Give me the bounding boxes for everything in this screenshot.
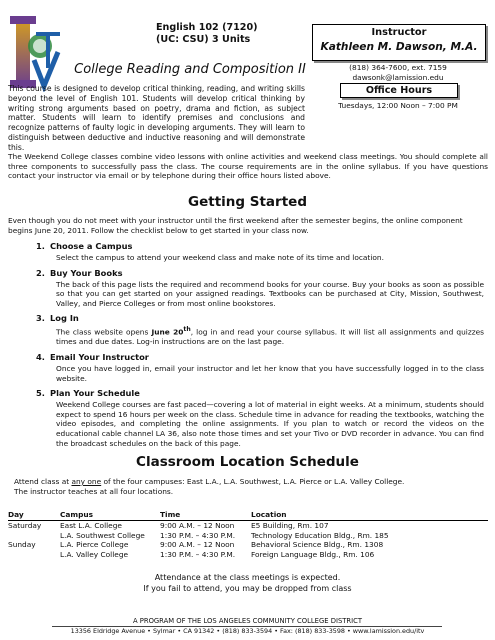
classroom-intro-line1 bbox=[14, 477, 489, 487]
table-row bbox=[8, 531, 488, 541]
table-cell: L.A. Valley College bbox=[60, 549, 129, 559]
instructor-label: Instructor bbox=[371, 27, 427, 38]
schedule-table bbox=[8, 510, 488, 559]
checklist-item bbox=[36, 352, 484, 383]
instructor-phone: (818) 364-7600, ext. 7159 bbox=[349, 63, 447, 72]
intro-text: Attend class at bbox=[14, 477, 72, 486]
table-cell: Sunday bbox=[8, 540, 36, 550]
table-cell bbox=[8, 531, 60, 541]
step-title: Plan Your Schedule bbox=[50, 388, 140, 399]
step-number: 4. bbox=[36, 352, 45, 363]
table-cell: Saturday bbox=[8, 521, 42, 530]
checklist-item bbox=[36, 241, 484, 263]
classroom-intro-line2: The instructor teaches at all four locations. bbox=[14, 486, 174, 496]
instructor-email[interactable]: dawsonk@lamission.edu bbox=[352, 72, 444, 82]
step-number: 3. bbox=[36, 313, 45, 324]
table-cell: L.A. Pierce College bbox=[60, 540, 129, 550]
open-date: June 20 bbox=[151, 327, 184, 337]
table-cell: 9:00 A.M. – 12 Noon bbox=[160, 540, 235, 550]
instructor-contact bbox=[312, 63, 484, 82]
weekend-college-text: The Weekend College classes combine video lessons with online activities and weekend class meetings. You should complete all three components to successfully pass the class. The course requirements are in the online syllabus. If you have questions contact your instructor via email or by telephone during their office hours listed above. bbox=[8, 152, 488, 181]
attendance-line1: Attendance at the class meetings is expected. bbox=[154, 573, 341, 582]
step-title: Email Your Instructor bbox=[50, 352, 149, 363]
table-cell: Technology Education Bldg., Rm. 185 bbox=[251, 530, 389, 540]
step-description: The back of this page lists the required and recommend books for your course. Buy your books as soon as possible so that you can get started on your assigned readings. Textbooks can be purchased at City, Mission, Southwest, Valley, and Pierce Colleges or from most online bookstores. bbox=[56, 279, 484, 308]
getting-started-heading: Getting Started bbox=[188, 194, 307, 210]
course-title: College Reading and Composition II bbox=[74, 62, 306, 77]
intro-emphasis: any one bbox=[71, 477, 102, 486]
step-description bbox=[56, 325, 484, 347]
intro-text: of the four campuses: East L.A., L.A. Southwest, L.A. Pierce or L.A. Valley College. bbox=[101, 477, 405, 486]
step-number: 2. bbox=[36, 267, 45, 278]
step-description: Weekend College courses are fast paced—covering a lot of material in eight weeks. At a minimum, students should expect to spend 16 hours per week on the class. Schedule time in advance for reading the textbooks, watching the video episodes, and completing the online assignments. If you plan to watch or record the videos on the educational cable channel LA 36, also note those times and set your Tivo or DVD recorder in advance. You can find the broadcast schedules on the back of this page. bbox=[56, 400, 484, 448]
course-description: This course is designed to develop critical thinking, reading, and writing skills beyond the level of English 101. Students will develop critical thinking by writing strong arguments based on poetry, drama and fiction, as subject matter. Students will learn to identify premises and conclusions and recognize patterns of faulty logic in developing arguments. They will learn to distinguish between deductive and inductive reasoning and will demonstrate this. bbox=[8, 84, 305, 152]
classroom-heading: Classroom Location Schedule bbox=[136, 454, 359, 470]
itv-logo bbox=[10, 12, 66, 92]
checklist-item bbox=[36, 388, 484, 448]
table-cell: E5 Building, Rm. 107 bbox=[251, 521, 329, 530]
step-title: Log In bbox=[50, 313, 79, 324]
column-header: Day bbox=[8, 510, 60, 521]
column-header: Location bbox=[251, 510, 488, 521]
table-cell: 1:30 P.M. – 4:30 P.M. bbox=[160, 549, 236, 559]
table-cell bbox=[8, 550, 60, 560]
table-cell: L.A. Southwest College bbox=[60, 530, 145, 540]
column-header: Time bbox=[160, 510, 251, 521]
table-header-row bbox=[8, 510, 488, 521]
checklist bbox=[36, 241, 484, 453]
column-header: Campus bbox=[60, 510, 160, 521]
step-description: Once you have logged in, email your instructor and let her know that you have successfully logged in to the class website. bbox=[56, 364, 484, 383]
table-cell: 9:00 A.M. – 12 Noon bbox=[160, 521, 235, 530]
step-number: 1. bbox=[36, 241, 45, 251]
attendance-line2: If you fail to attend, you may be dropped from class bbox=[143, 584, 352, 593]
checklist-item bbox=[36, 267, 484, 309]
table-cell: 1:30 P.M. – 4:30 P.M. bbox=[160, 530, 236, 540]
instructor-box bbox=[312, 24, 486, 61]
course-number: English 102 (7120) bbox=[156, 22, 258, 33]
course-units: (UC: CSU) 3 Units bbox=[156, 33, 251, 45]
footer-program: A PROGRAM OF THE LOS ANGELES COMMUNITY COLLEGE DISTRICT bbox=[132, 617, 363, 625]
step-desc-text: , log in and read your course syllabus. It will list all assignments and quizzes times and due dates. Log-in instructions are on the last page. bbox=[56, 327, 484, 347]
step-title: Buy Your Books bbox=[50, 267, 123, 278]
step-title: Choose a Campus bbox=[50, 241, 133, 251]
table-row bbox=[8, 521, 488, 531]
table-row bbox=[8, 540, 488, 550]
getting-started-intro: Even though you do not meet with your instructor until the first weekend after the semester begins, the online component begins June 20, 2011. Follow the checklist below to get started in your class now. bbox=[8, 216, 463, 235]
table-cell: Foreign Language Bldg., Rm. 106 bbox=[251, 549, 375, 559]
instructor-name: Kathleen M. Dawson, M.A. bbox=[320, 41, 478, 53]
step-description: Select the campus to attend your weekend class and make note of its time and location. bbox=[56, 253, 384, 262]
step-desc-text: The class website opens bbox=[56, 327, 152, 337]
checklist-item bbox=[36, 313, 484, 347]
office-hours-label: Office Hours bbox=[340, 83, 458, 98]
step-number: 5. bbox=[36, 388, 45, 399]
open-date-suffix: th bbox=[183, 326, 191, 334]
table-cell: Behavioral Science Bldg., Rm. 1308 bbox=[251, 540, 384, 550]
footer-address: 13356 Eldridge Avenue • Sylmar • CA 91342 • (818) 833-3594 • Fax: (818) 833-3598 • www.lamission.edu/itv bbox=[70, 627, 425, 635]
table-row bbox=[8, 550, 488, 560]
office-hours-time: Tuesdays, 12:00 Noon – 7:00 PM bbox=[338, 101, 458, 110]
attendance-note bbox=[0, 572, 495, 594]
classroom-intro bbox=[14, 477, 489, 496]
table-cell: East L.A. College bbox=[60, 521, 122, 530]
course-code bbox=[156, 22, 326, 45]
